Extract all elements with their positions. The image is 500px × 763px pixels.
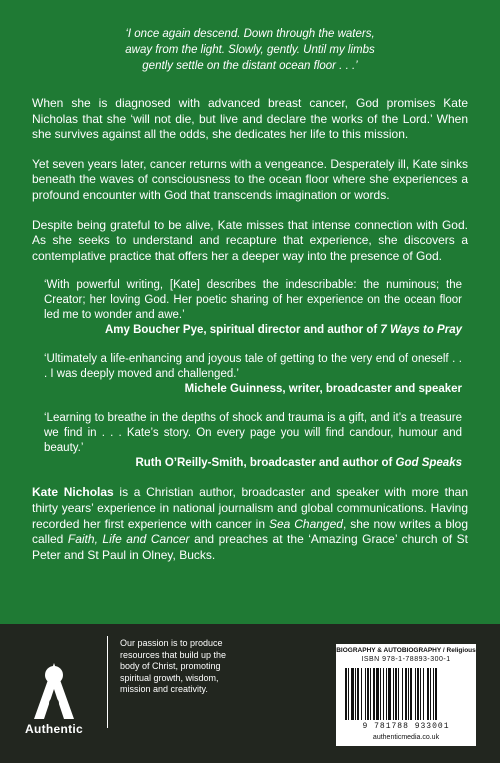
publisher-website: authenticmedia.co.uk: [372, 734, 440, 741]
epigraph-line: away from the light. Slowly, gently. Until my limbs: [125, 44, 375, 56]
barcode-bar: [408, 668, 409, 720]
bio-text: and preaches at the ‘Amazing Grace’ church of St Peter and St Paul in Olney, Bucks.: [32, 532, 468, 562]
endorsement-author-name: Ruth O’Reilly-Smith, broadcaster and author of: [135, 457, 396, 470]
barcode-number: 9 781788 933001: [362, 722, 450, 731]
endorsement-author-name: Michele Guinness, writer, broadcaster and speaker: [184, 383, 462, 396]
isbn-label: ISBN 978-1-78893-300-1: [361, 656, 451, 663]
barcode-bar: [355, 668, 356, 720]
endorsement-text: ‘Learning to breathe in the depths of shock and trauma is a gift, and it’s a treasure we find in . . . Kate’s story. On every page you will find candour, humour and beauty.’: [44, 412, 462, 455]
barcode-bar: [417, 668, 419, 720]
barcode-bar: [370, 668, 371, 720]
bio-text: is a Christian author, broadcaster and speaker with more than thirty years’ experience in national journalism and global communications. Having recorded her first experience with cancer in: [32, 485, 469, 531]
barcode-panel: [336, 644, 476, 746]
endorsement-author: [44, 456, 462, 471]
book-category: BIOGRAPHY & AUTOBIOGRAPHY / Religious: [336, 647, 476, 654]
barcode-bar: [398, 668, 399, 720]
barcode-bar: [430, 668, 431, 720]
footer-divider: [107, 636, 108, 728]
bio-blog-title: Faith, Life and Cancer: [67, 532, 190, 547]
barcode-icon: [344, 668, 468, 720]
barcode-bar: [357, 668, 359, 720]
publisher-footer: [0, 624, 500, 763]
barcode-bar: [367, 668, 369, 720]
barcode-bar: [433, 668, 434, 720]
barcode-bar: [402, 668, 403, 720]
barcode-bar: [345, 668, 347, 720]
barcode-bar: [351, 668, 354, 720]
barcode-bar: [373, 668, 375, 720]
author-bio: [32, 485, 468, 563]
barcode-bar: [435, 668, 437, 720]
barcode-bar: [348, 668, 349, 720]
publisher-mission: Our passion is to produce resources that build up the body of Christ, promoting spiritual growth, wisdom, mission and creativity.: [120, 638, 227, 694]
author-name: Kate Nicholas: [32, 485, 114, 500]
barcode-bar: [361, 668, 362, 720]
barcode-bar: [388, 668, 391, 720]
endorsement-author: [44, 323, 462, 338]
barcode-bar: [365, 668, 366, 720]
endorsement-book-title: 7 Ways to Pray: [380, 324, 462, 337]
epigraph: [40, 26, 460, 74]
barcode-bar: [427, 668, 429, 720]
barcode-bar: [380, 668, 381, 720]
barcode-bar: [376, 668, 379, 720]
endorsement-author: [44, 382, 462, 397]
endorsement-author-name: Amy Boucher Pye, spiritual director and author of: [104, 324, 381, 337]
barcode-bar: [423, 668, 424, 720]
barcode-bar: [410, 668, 412, 720]
blurb-paragraph: Despite being grateful to be alive, Kate misses that intense connection with God. As she seeks to understand and recapture that experience, she discovers a contemplative practice that offers her a deeper way into the presence of God.: [32, 217, 468, 263]
epigraph-line: gently settle on the distant ocean floor . . .’: [142, 60, 358, 72]
blurb-paragraph: When she is diagnosed with advanced breast cancer, God promises Kate Nicholas that she ‘will not die, but live and declare the works of the Lord.’ When she survives against all the odds, she dedicates her life to this mission.: [32, 96, 468, 142]
endorsement-text: ‘Ultimately a life-enhancing and joyous tale of getting to the very end of oneself . . . I was deeply moved and challenged.’: [44, 353, 462, 381]
endorsement: [44, 411, 462, 471]
barcode-bar: [415, 668, 416, 720]
bio-text: , she now writes a blog called: [32, 516, 468, 547]
bio-book-title: Sea Changed: [268, 516, 343, 531]
barcode-bar: [383, 668, 384, 720]
publisher-name: Authentic: [24, 722, 84, 736]
endorsement: [44, 352, 462, 397]
endorsement-text: ‘With powerful writing, [Kate] describes the indescribable: the numinous; the Creator; her loving God. Her poetic sharing of her experience on the ocean floor led me to wonder and awe.’: [44, 279, 462, 322]
blurb-paragraph: Yet seven years later, cancer returns with a vengeance. Desperately ill, Kate sinks beneath the waves of consciousness to the ocean floor where she experiences a profound encounter with God that transcends imagination or words.: [32, 156, 468, 202]
barcode-bar: [405, 668, 407, 720]
endorsement: [44, 278, 462, 338]
barcode-bar: [395, 668, 397, 720]
blurb: [32, 96, 468, 563]
endorsement-book-title: God Speaks: [395, 457, 462, 470]
epigraph-line: ‘I once again descend. Down through the waters,: [125, 28, 375, 40]
barcode-bar: [393, 668, 394, 720]
barcode-bar: [420, 668, 421, 720]
barcode-bar: [386, 668, 387, 720]
